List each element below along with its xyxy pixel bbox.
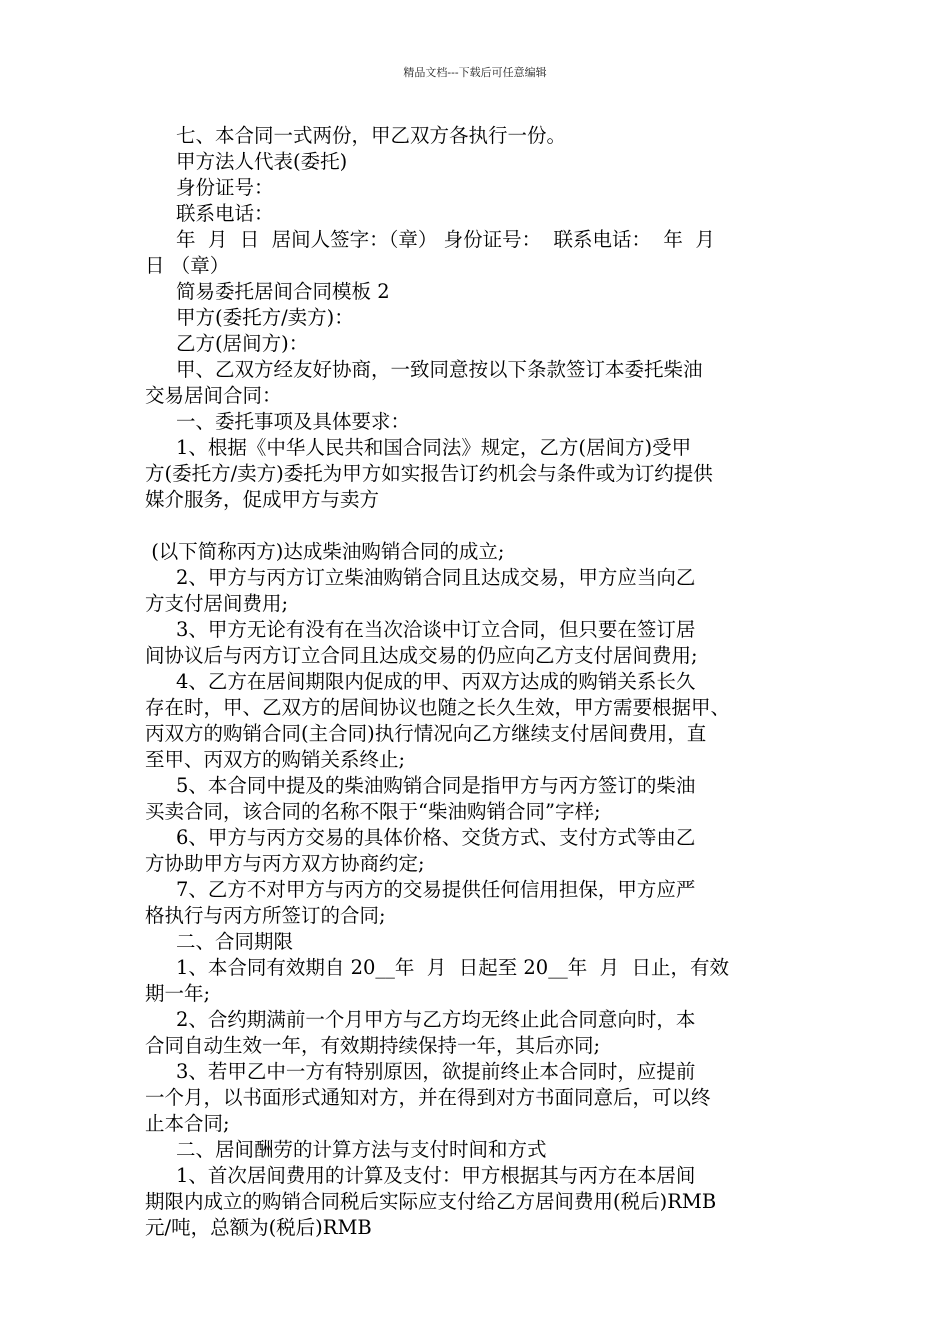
text-line: 身份证号： xyxy=(145,176,274,199)
text-line: 合同自动生效一年，有效期持续保持一年，其后亦同; xyxy=(145,1034,601,1057)
text-line: 格执行与丙方所签订的合同; xyxy=(145,904,386,927)
text-line: 联系电话： xyxy=(145,202,274,225)
text-line: 6、甲方与丙方交易的具体价格、交货方式、支付方式等由乙 xyxy=(145,826,696,849)
text-line: 乙方(居间方)： xyxy=(145,332,309,355)
text-line: 方协助甲方与丙方双方协商约定; xyxy=(145,852,425,875)
text-line: 七、本合同一式两份，甲乙双方各执行一份。 xyxy=(145,124,566,147)
text-line: 二、合同期限 xyxy=(145,930,293,953)
text-line: (以下简称丙方)达成柴油购销合同的成立; xyxy=(145,540,505,563)
text-line: 二、居间酬劳的计算方法与支付时间和方式 xyxy=(145,1138,547,1161)
text-line: 3、甲方无论有没有在当次洽谈中订立合同，但只要在签订居 xyxy=(145,618,696,641)
text-line: 2、甲方与丙方订立柴油购销合同且达成交易，甲方应当向乙 xyxy=(145,566,696,589)
text-line: 期一年; xyxy=(145,982,211,1005)
text-line: 甲方(委托方/卖方)： xyxy=(145,306,354,329)
text-line: 1、根据《中华人民共和国合同法》规定，乙方(居间方)受甲 xyxy=(145,436,692,459)
text-line: 一个月，以书面形式通知对方，并在得到对方书面同意后，可以终 xyxy=(145,1086,711,1109)
text-line: 至甲、丙双方的购销关系终止; xyxy=(145,748,406,771)
text-line: 存在时，甲、乙双方的居间协议也随之长久生效，甲方需要根据甲、 xyxy=(145,696,731,719)
text-line: 5、本合同中提及的柴油购销合同是指甲方与丙方签订的柴油 xyxy=(145,774,696,797)
text-line: 止本合同; xyxy=(145,1112,230,1135)
text-line: 1、首次居间费用的计算及支付：甲方根据其与丙方在本居间 xyxy=(145,1164,696,1187)
text-line: 年 月 日 居间人签字：（章） 身份证号： 联系电话： 年 月 xyxy=(145,228,715,251)
text-line: 甲、乙双方经友好协商，一致同意按以下条款签订本委托柴油 xyxy=(145,358,703,381)
page-header: 精品文档---下载后可任意编辑 xyxy=(403,66,547,79)
text-line: 日 （章） xyxy=(145,254,230,277)
text-line: 一、委托事项及具体要求： xyxy=(145,410,410,433)
text-line: 3、若甲乙中一方有特别原因，欲提前终止本合同时，应提前 xyxy=(145,1060,696,1083)
text-line: 方支付居间费用; xyxy=(145,592,289,615)
text-line: 元/吨，总额为(税后)RMB xyxy=(145,1216,372,1239)
text-line: 期限内成立的购销合同税后实际应支付给乙方居间费用(税后)RMB xyxy=(145,1190,717,1213)
blank-line xyxy=(145,513,810,539)
text-line: 丙双方的购销合同(主合同)执行情况向乙方继续支付居间费用，直 xyxy=(145,722,707,745)
text-line: 7、乙方不对甲方与丙方的交易提供任何信用担保，甲方应严 xyxy=(145,878,696,901)
text-line: 交易居间合同： xyxy=(145,384,282,407)
text-line: 1、本合同有效期自 20__年 月 日起至 20__年 月 日止，有效 xyxy=(145,956,730,979)
text-line: 方(委托方/卖方)委托为甲方如实报告订约机会与条件或为订约提供 xyxy=(145,462,713,485)
text-line: 间协议后与丙方订立合同且达成交易的仍应向乙方支付居间费用; xyxy=(145,644,698,667)
text-line: 媒介服务，促成甲方与卖方 xyxy=(145,488,380,511)
text-line: 简易委托居间合同模板 2 xyxy=(145,280,390,303)
document-body xyxy=(145,123,810,1241)
text-line: 2、合约期满前一个月甲方与乙方均无终止此合同意向时，本 xyxy=(145,1008,696,1031)
text-line: 4、乙方在居间期限内促成的甲、丙双方达成的购销关系长久 xyxy=(145,670,696,693)
text-line: 甲方法人代表(委托) xyxy=(145,150,348,173)
text-line: 买卖合同，该合同的名称不限于“柴油购销合同”字样; xyxy=(145,800,601,823)
